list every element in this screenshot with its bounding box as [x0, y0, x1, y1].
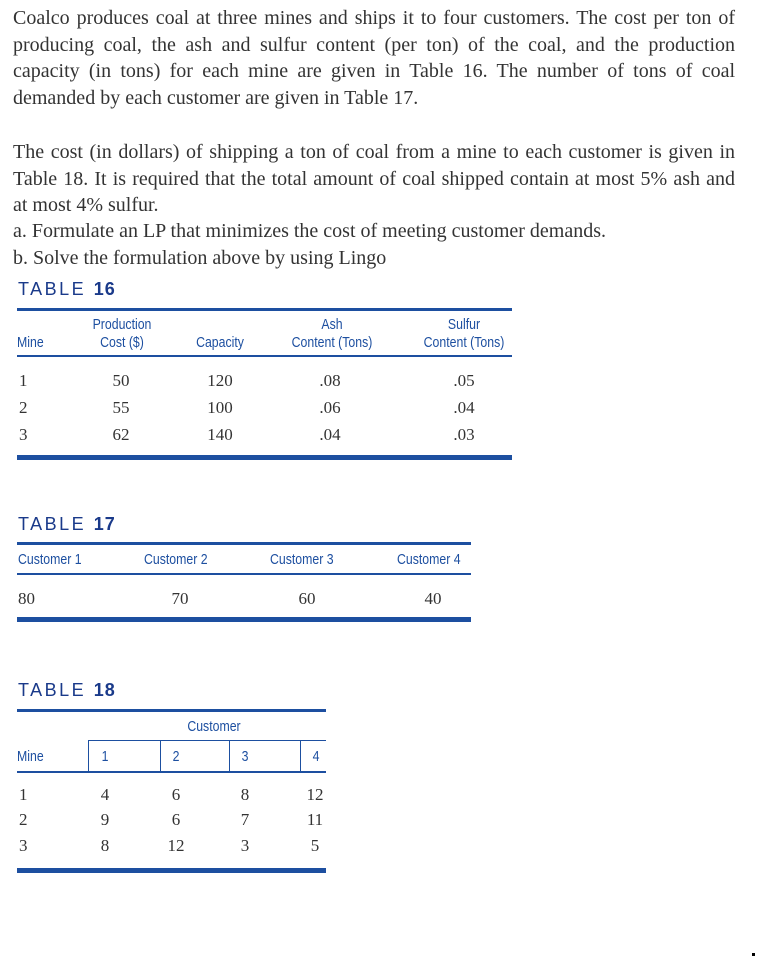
- table-18-label: TABLE: [18, 680, 87, 700]
- table-18-cell: 12: [306, 785, 324, 804]
- table-16-top-rule: [17, 308, 512, 311]
- table-16-cell: 2: [19, 398, 28, 417]
- table-18-header-mine: Mine: [17, 748, 44, 765]
- table-16-label: TABLE: [18, 279, 87, 299]
- table-18-cell: 8: [240, 785, 250, 804]
- table-18-cell: 5: [310, 836, 320, 855]
- table-18-cell: 3: [19, 836, 28, 855]
- table-16-header-mine: Mine: [17, 334, 44, 351]
- table-16-header-sulfur-1: Sulfur: [447, 316, 481, 333]
- table-16-cell: 55: [112, 398, 130, 417]
- table-18-header-rule: [17, 771, 326, 773]
- table-17-header-customer-1: Customer 1: [18, 551, 82, 568]
- table-18-header-col-2: 2: [172, 748, 180, 765]
- table-17-header-customer-4: Customer 4: [397, 551, 461, 568]
- table-18-cell: 6: [171, 810, 181, 829]
- table-16-cell: 1: [19, 371, 28, 390]
- table-17-header-customer-2: Customer 2: [144, 551, 208, 568]
- table-16-cell: 120: [207, 371, 233, 390]
- table-18-divider: [88, 741, 89, 772]
- table-17-cell: 80: [18, 589, 35, 608]
- table-18-divider: [229, 741, 230, 772]
- table-18-number: 18: [93, 680, 116, 700]
- table-16-cell: .03: [453, 425, 475, 444]
- table-18-header-customer: Customer: [187, 718, 241, 735]
- table-16-cell: .04: [453, 398, 475, 417]
- table-18-group-rule: [88, 740, 326, 741]
- table-18-divider: [300, 741, 301, 772]
- table-16-bottom-rule: [17, 455, 512, 460]
- table-18-bottom-rule: [17, 868, 326, 873]
- table-16-header-production-2: Cost ($): [100, 334, 144, 351]
- problem-paragraph-1: Coalco produces coal at three mines and ships it to four customers. The cost per ton of producing coal, the ash and sulfur content (per ton) of the coal, and the production capacity (in tons) for each mine are given in Table 16. The number of tons of coal demanded by each customer are given in Table 17.: [13, 7, 735, 110]
- table-16-cell: 62: [112, 425, 130, 444]
- table-16-cell: 50: [112, 371, 130, 390]
- task-a: a. Formulate an LP that minimizes the cost of meeting customer demands.: [13, 220, 607, 242]
- table-16-header-production-1: Production: [92, 316, 152, 333]
- table-16-header-ash-2: Content (Tons): [291, 334, 373, 351]
- task-b: b. Solve the formulation above by using Lingo: [13, 247, 387, 269]
- table-16-header-ash-1: Ash: [321, 316, 343, 333]
- table-18-cell: 1: [19, 785, 28, 804]
- table-18-cell: 9: [100, 810, 110, 829]
- table-18-cell: 2: [19, 810, 28, 829]
- table-16-cell: .06: [319, 398, 341, 417]
- table-17-number: 17: [93, 514, 116, 534]
- table-18-cell: 3: [240, 836, 250, 855]
- table-18-title: [18, 680, 116, 701]
- table-16-cell: .05: [453, 371, 475, 390]
- table-17-header-rule: [17, 573, 471, 575]
- table-16-cell: 140: [207, 425, 233, 444]
- table-18-header-col-1: 1: [101, 748, 109, 765]
- table-18-cell: 12: [167, 836, 185, 855]
- table-16-title: [18, 279, 116, 300]
- table-18-divider: [160, 741, 161, 772]
- table-18-cell: 6: [171, 785, 181, 804]
- table-17-label: TABLE: [18, 514, 87, 534]
- table-16-cell: .08: [319, 371, 341, 390]
- table-17-title: [18, 514, 116, 535]
- table-18-cell: 7: [240, 810, 250, 829]
- table-18-top-rule: [17, 709, 326, 712]
- table-18-header-col-4: 4: [312, 748, 320, 765]
- table-17-cell: 70: [171, 589, 189, 608]
- table-17-cell: 40: [424, 589, 442, 608]
- table-18-header-col-3: 3: [241, 748, 249, 765]
- table-16-header-rule: [17, 355, 512, 357]
- table-18-cell: 4: [100, 785, 110, 804]
- table-17-bottom-rule: [17, 617, 471, 622]
- problem-paragraph-2: The cost (in dollars) of shipping a ton of coal from a mine to each customer is given in Table 18. It is required that the total amount of coal shipped contain at most 5% ash and at most 4% sulfur.: [13, 141, 735, 217]
- table-18-cell: 11: [306, 810, 324, 829]
- table-17-top-rule: [17, 542, 471, 545]
- table-17-header-customer-3: Customer 3: [270, 551, 334, 568]
- table-16-cell: 3: [19, 425, 28, 444]
- stray-dot: [752, 953, 755, 956]
- table-17-cell: 60: [298, 589, 316, 608]
- table-18-cell: 8: [100, 836, 110, 855]
- table-16-cell: 100: [207, 398, 233, 417]
- table-16-header-capacity: Capacity: [196, 334, 244, 351]
- table-16-number: 16: [93, 279, 116, 299]
- table-16-header-sulfur-2: Content (Tons): [423, 334, 505, 351]
- table-16-cell: .04: [319, 425, 341, 444]
